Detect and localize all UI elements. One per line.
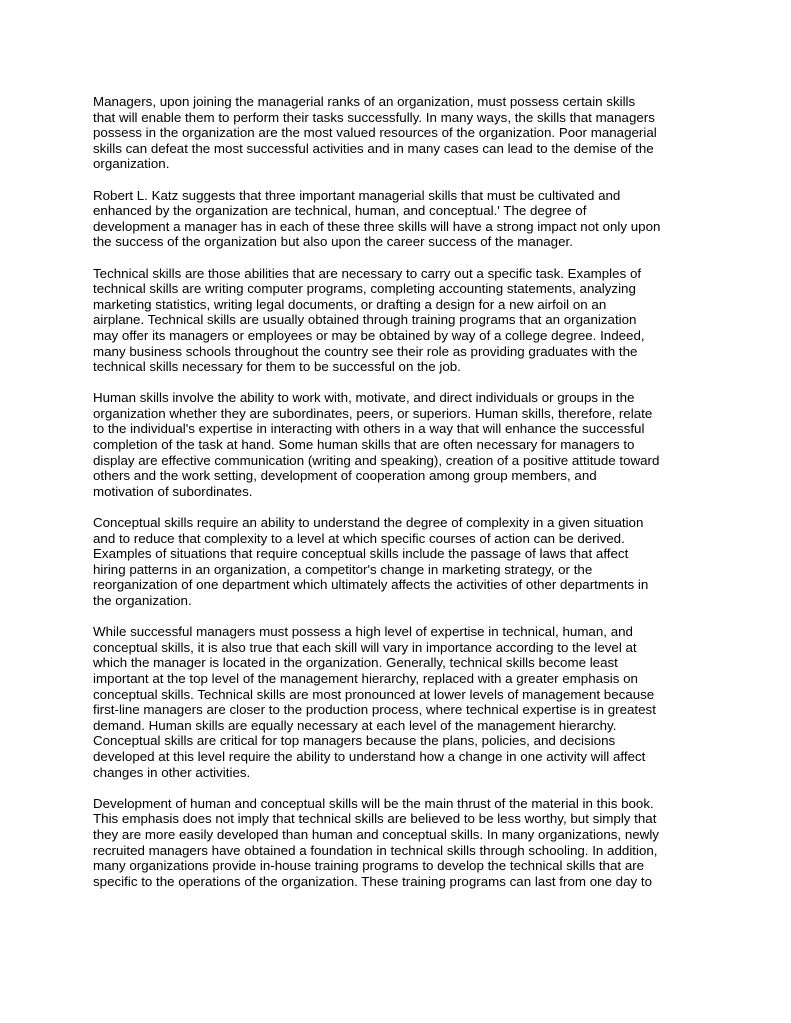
text-line: which the manager is located in the organization. Generally, technical skills become least <box>93 655 618 671</box>
text-line: Technical skills are those abilities that are necessary to carry out a specific task. Examples of <box>93 265 642 281</box>
text-line: many business schools throughout the country see their role as providing graduates with the <box>93 343 638 359</box>
text-line: that will enable them to perform their tasks successfully. In many ways, the skills that managers <box>93 109 655 125</box>
paragraph-7 <box>93 796 705 890</box>
text-line: first-line managers are closer to the production process, where technical expertise is in greatest <box>93 702 656 718</box>
paragraph-5 <box>93 515 705 609</box>
paragraph-6 <box>93 624 705 780</box>
text-line: possess in the organization are the most valued resources of the organization. Poor managerial <box>93 125 657 141</box>
paragraph-2 <box>93 188 705 250</box>
text-line: Robert L. Katz suggests that three important managerial skills that must be cultivated and <box>93 187 621 203</box>
paragraph-3 <box>93 266 705 375</box>
paragraph-4 <box>93 390 705 499</box>
text-line: may offer its managers or employees or may be obtained by way of a college degree. Indeed, <box>93 327 645 343</box>
text-line: changes in other activities. <box>93 764 251 780</box>
text-line: development a manager has in each of these three skills will have a strong impact not only upon <box>93 218 661 234</box>
text-line: conceptual skills, it is also true that each skill will vary in importance according to the level at <box>93 639 637 655</box>
text-line: This emphasis does not imply that technical skills are believed to be less worthy, but simply that <box>93 811 657 827</box>
text-line: motivation of subordinates. <box>93 483 253 499</box>
text-line: Conceptual skills require an ability to understand the degree of complexity in a given situation <box>93 515 644 531</box>
text-line: reorganization of one department which ultimately affects the activities of other departments in <box>93 577 649 593</box>
text-line: others and the work setting, development of cooperation among group members, and <box>93 468 597 484</box>
text-line: While successful managers must possess a high level of expertise in technical, human, and <box>93 624 633 640</box>
text-line: display are effective communication (writing and speaking), creation of a positive attitude toward <box>93 452 660 468</box>
text-line: completion of the task at hand. Some human skills that are often necessary for managers to <box>93 437 635 453</box>
text-line: skills can defeat the most successful activities and in many cases can lead to the demise of the <box>93 140 654 156</box>
text-line: demand. Human skills are equally necessary at each level of the management hierarchy. <box>93 717 617 733</box>
text-line: Human skills involve the ability to work with, motivate, and direct individuals or groups in the <box>93 390 635 406</box>
text-line: important at the top level of the management hierarchy, replaced with a greater emphasis on <box>93 670 638 686</box>
text-line: technical skills necessary for them to be successful on the job. <box>93 359 461 375</box>
text-line: specific to the operations of the organization. These training programs can last from one day to <box>93 873 653 889</box>
text-line: conceptual skills. Technical skills are most pronounced at lower levels of management because <box>93 686 655 702</box>
text-line: recruited managers have obtained a foundation in technical skills through schooling. In addition, <box>93 842 658 858</box>
text-line: organization. <box>93 156 170 172</box>
text-line: organization whether they are subordinates, peers, or superiors. Human skills, therefore, relate <box>93 405 653 421</box>
document-page <box>93 94 705 889</box>
text-line: developed at this level require the ability to understand how a change in one activity will affect <box>93 748 646 764</box>
text-line: technical skills are writing computer programs, completing accounting statements, analyzing <box>93 281 636 297</box>
text-line: they are more easily developed than human and conceptual skills. In many organizations, newly <box>93 826 659 842</box>
text-line: enhanced by the organization are technical, human, and conceptual.' The degree of <box>93 203 587 219</box>
text-line: Development of human and conceptual skills will be the main thrust of the material in this book. <box>93 795 654 811</box>
text-line: Conceptual skills are critical for top managers because the plans, policies, and decisions <box>93 733 616 749</box>
paragraph-1 <box>93 94 705 172</box>
text-line: the organization. <box>93 593 192 608</box>
text-line: to the individual's expertise in interacting with others in a way that will enhance the successful <box>93 421 645 437</box>
text-line: many organizations provide in-house training programs to develop the technical skills that are <box>93 858 645 874</box>
text-line: airplane. Technical skills are usually obtained through training programs that an organization <box>93 312 637 328</box>
text-line: Examples of situations that require conceptual skills include the passage of laws that affect <box>93 546 629 562</box>
text-line: hiring patterns in an organization, a competitor's change in marketing strategy, or the <box>93 561 593 577</box>
text-line: the success of the organization but also upon the career success of the manager. <box>93 234 573 250</box>
text-line: Managers, upon joining the managerial ranks of an organization, must possess certain skills <box>93 94 636 109</box>
text-line: and to reduce that complexity to a level at which specific courses of action can be derived. <box>93 530 625 546</box>
text-line: marketing statistics, writing legal documents, or drafting a design for a new airfoil on an <box>93 296 607 312</box>
